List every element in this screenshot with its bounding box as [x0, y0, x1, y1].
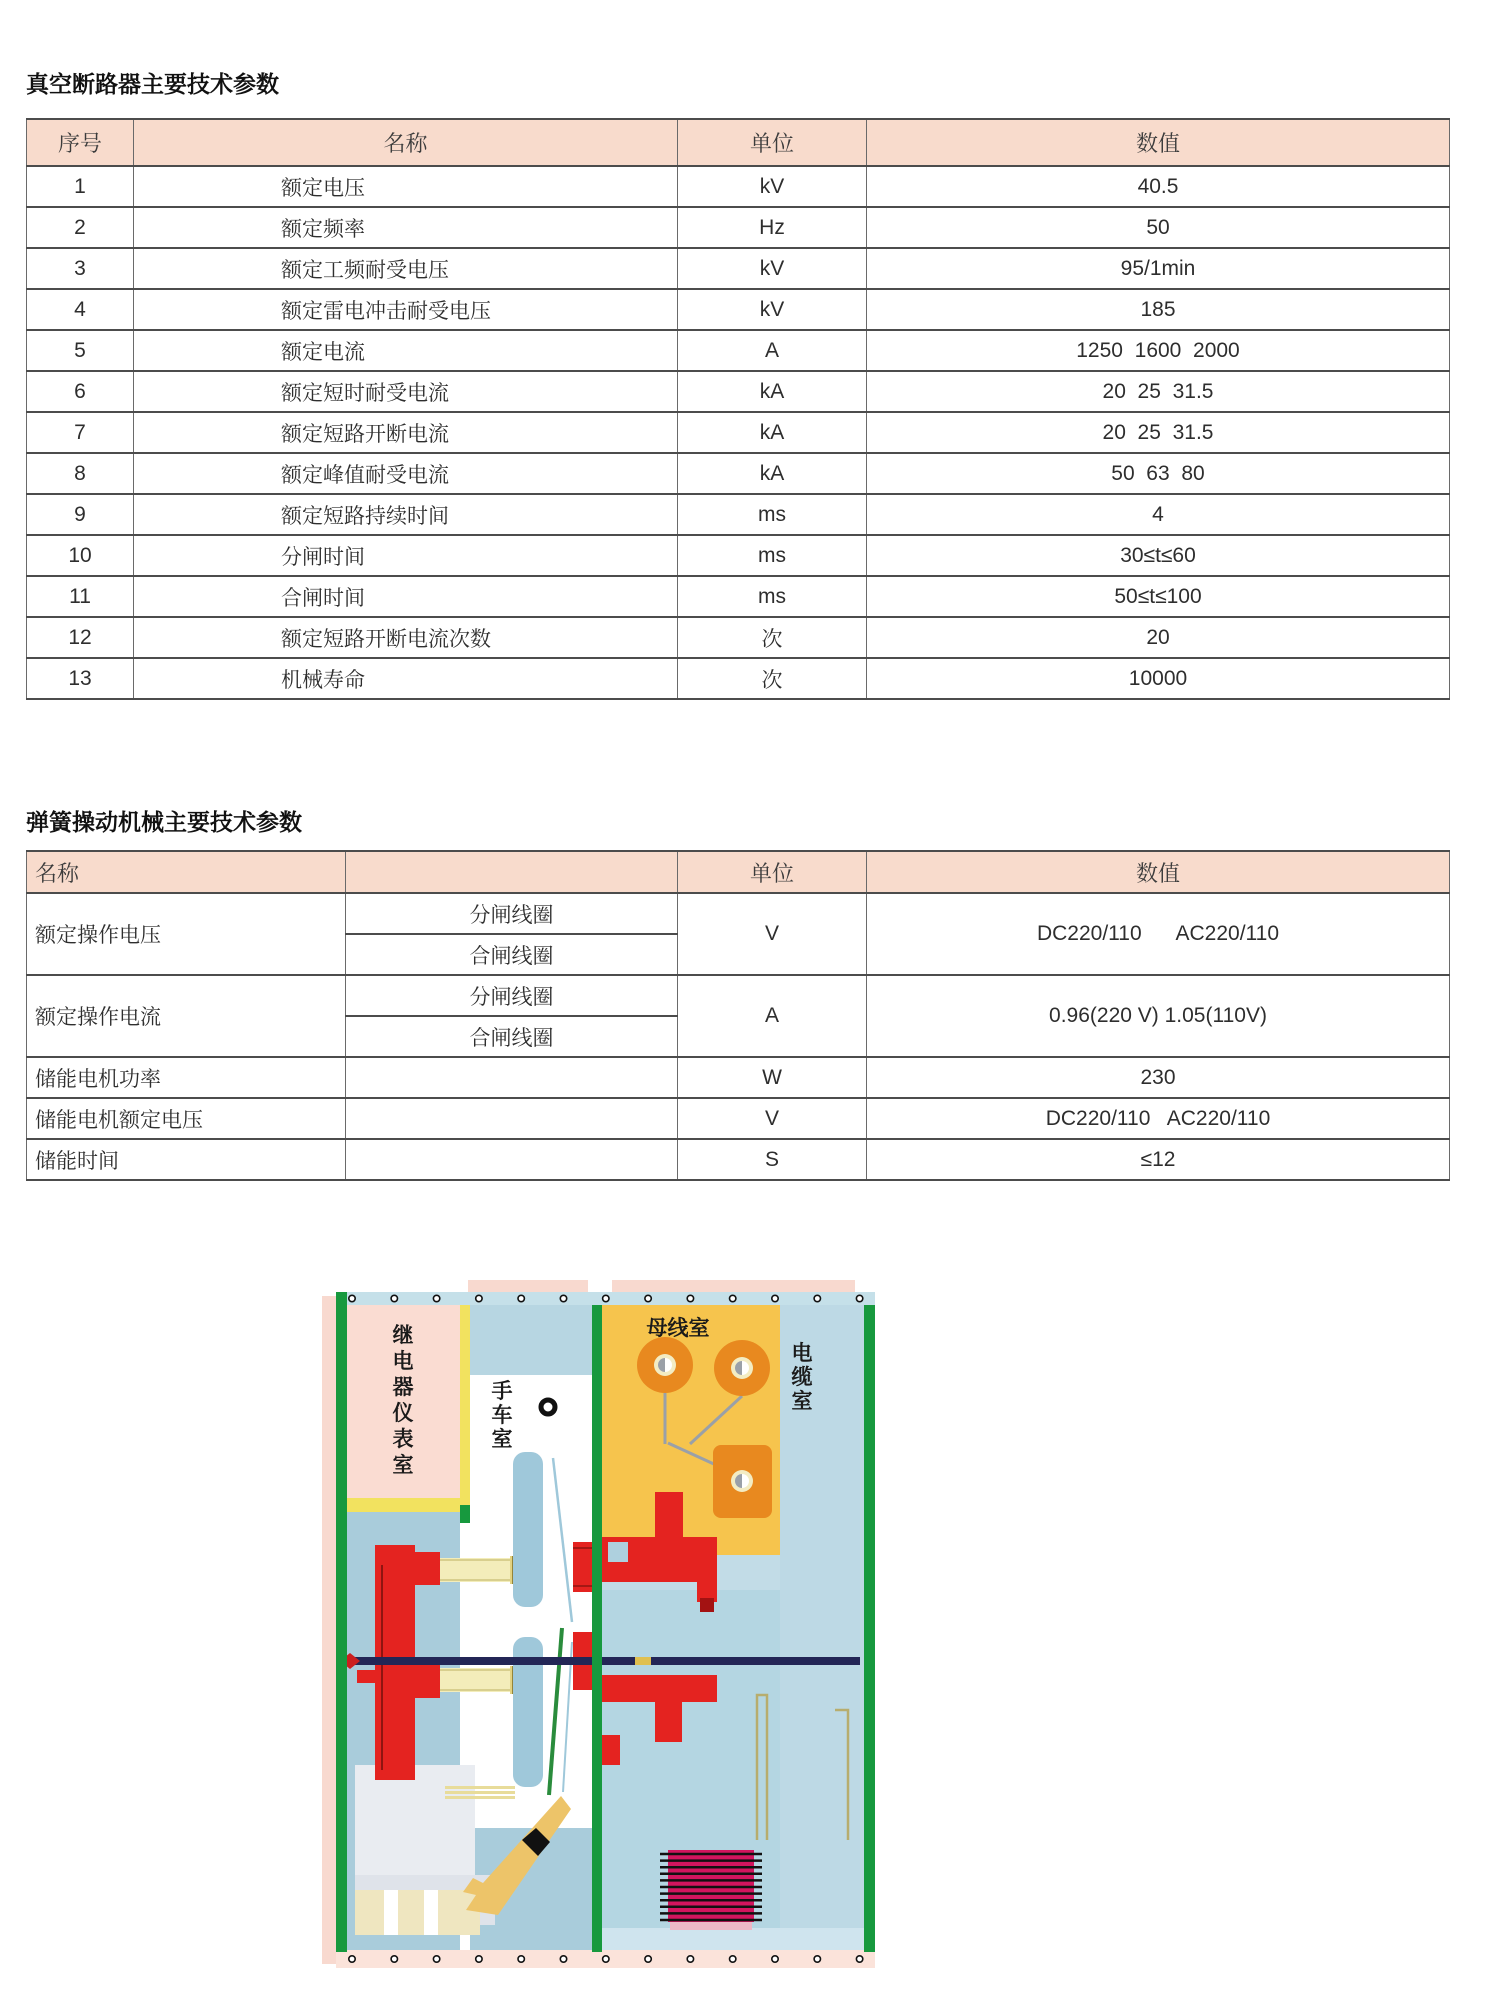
cell-unit: 次	[678, 617, 867, 658]
bolt-icon	[645, 1295, 651, 1301]
cell-unit: kV	[678, 166, 867, 207]
cell-unit: kV	[678, 248, 867, 289]
table-row	[27, 248, 1450, 289]
cell-index: 13	[27, 658, 134, 699]
cell-name: 机械寿命	[134, 658, 678, 699]
cell-name: 额定雷电冲击耐受电压	[134, 289, 678, 330]
table-row	[27, 617, 1450, 658]
cell-value: 20 25 31.5	[867, 412, 1450, 453]
cell-index: 1	[27, 166, 134, 207]
cell-name: 额定短路开断电流次数	[134, 617, 678, 658]
bolt-icon	[856, 1956, 862, 1962]
table2-header-unit: 单位	[678, 851, 867, 893]
cell-unit: kA	[678, 412, 867, 453]
cell-name: 储能时间	[27, 1139, 346, 1180]
cell-unit: S	[678, 1139, 867, 1180]
cell-unit: ms	[678, 576, 867, 617]
cell-value: 185	[867, 289, 1450, 330]
cell-name: 额定频率	[134, 207, 678, 248]
cell-name: 额定电流	[134, 330, 678, 371]
bolt-icon	[349, 1956, 355, 1962]
cell-name: 额定电压	[134, 166, 678, 207]
busbar-room-label: 母线室	[646, 1317, 710, 1340]
cell-sub: 分闸线圈	[346, 975, 678, 1016]
cell-value: 50 63 80	[867, 453, 1450, 494]
cell-unit: Hz	[678, 207, 867, 248]
cell-sub	[346, 1098, 678, 1139]
bolt-icon	[476, 1956, 482, 1962]
table-row	[27, 658, 1450, 699]
cell-name: 分闸时间	[134, 535, 678, 576]
table2-header-value: 数值	[867, 851, 1450, 893]
cell-value: DC220/110 AC220/110	[867, 1098, 1450, 1139]
table2-header-name: 名称	[27, 851, 346, 893]
cell-value: 50	[867, 207, 1450, 248]
cell-value: 95/1min	[867, 248, 1450, 289]
interlock-hole	[541, 1400, 555, 1414]
cell-value: 30≤t≤60	[867, 535, 1450, 576]
cell-value: 40.5	[867, 166, 1450, 207]
cell-value: 50≤t≤100	[867, 576, 1450, 617]
cell-name: 额定操作电压	[27, 893, 346, 975]
cell-index: 2	[27, 207, 134, 248]
cell-sub: 合闸线圈	[346, 1016, 678, 1057]
table-row	[27, 975, 1450, 1016]
cell-sub	[346, 1139, 678, 1180]
table-row	[27, 535, 1450, 576]
cell-index: 12	[27, 617, 134, 658]
relay-room-label: 继电器仪表室	[392, 1324, 414, 1477]
breaker-parameters-table	[26, 118, 1450, 700]
bolt-icon	[349, 1295, 355, 1301]
bolt-icon	[560, 1295, 566, 1301]
cell-index: 8	[27, 453, 134, 494]
cell-name: 额定短路开断电流	[134, 412, 678, 453]
section2-title: 弹簧操动机械主要技术参数	[26, 809, 302, 835]
cell-sub: 分闸线圈	[346, 893, 678, 934]
table-row	[27, 1139, 1450, 1180]
bolt-icon	[730, 1295, 736, 1301]
cell-value: 20	[867, 617, 1450, 658]
cell-name: 额定短路持续时间	[134, 494, 678, 535]
cell-index: 9	[27, 494, 134, 535]
cell-value: ≤12	[867, 1139, 1450, 1180]
cell-value: 230	[867, 1057, 1450, 1098]
table-row	[27, 576, 1450, 617]
cell-value: 10000	[867, 658, 1450, 699]
table1-header-unit: 单位	[678, 119, 867, 166]
bolt-icon	[687, 1295, 693, 1301]
cell-value: 4	[867, 494, 1450, 535]
bolt-icon	[856, 1295, 862, 1301]
cell-unit: A	[678, 330, 867, 371]
bolt-icon	[603, 1295, 609, 1301]
bolt-icon	[772, 1956, 778, 1962]
bolt-icon	[814, 1956, 820, 1962]
closing-spring	[660, 1850, 762, 1930]
cell-name: 额定操作电流	[27, 975, 346, 1057]
cell-unit: kV	[678, 289, 867, 330]
cell-index: 5	[27, 330, 134, 371]
cell-unit: kA	[678, 371, 867, 412]
cell-unit: kA	[678, 453, 867, 494]
cell-index: 3	[27, 248, 134, 289]
table2-header-sub	[346, 851, 678, 893]
cell-value: 20 25 31.5	[867, 371, 1450, 412]
table-row	[27, 371, 1450, 412]
bolt-icon	[433, 1295, 439, 1301]
handcart-room-label: 手车室	[491, 1380, 513, 1451]
cell-value: DC220/110 AC220/110	[867, 893, 1450, 975]
table-row	[27, 494, 1450, 535]
switchgear-diagram	[270, 1280, 885, 1975]
cell-index: 6	[27, 371, 134, 412]
cell-index: 7	[27, 412, 134, 453]
bolt-icon	[814, 1295, 820, 1301]
cell-value: 0.96(220 V) 1.05(110V)	[867, 975, 1450, 1057]
cell-unit: V	[678, 893, 867, 975]
bolt-icon	[518, 1956, 524, 1962]
cell-unit: A	[678, 975, 867, 1057]
bolt-icon	[730, 1956, 736, 1962]
bolt-icon	[391, 1956, 397, 1962]
cell-unit: ms	[678, 535, 867, 576]
table1-header-name: 名称	[134, 119, 678, 166]
bolt-icon	[645, 1956, 651, 1962]
cell-index: 4	[27, 289, 134, 330]
cell-name: 额定工频耐受电压	[134, 248, 678, 289]
cell-index: 10	[27, 535, 134, 576]
table1-header-value: 数值	[867, 119, 1450, 166]
cell-index: 11	[27, 576, 134, 617]
table-row	[27, 1057, 1450, 1098]
cell-name: 额定短时耐受电流	[134, 371, 678, 412]
cell-name: 额定峰值耐受电流	[134, 453, 678, 494]
table-row	[27, 1098, 1450, 1139]
bolt-icon	[772, 1295, 778, 1301]
table-row	[27, 289, 1450, 330]
cell-unit: V	[678, 1098, 867, 1139]
bolt-icon	[560, 1956, 566, 1962]
cell-sub	[346, 1057, 678, 1098]
cell-unit: 次	[678, 658, 867, 699]
cell-unit: ms	[678, 494, 867, 535]
bolt-icon	[603, 1956, 609, 1962]
cell-sub: 合闸线圈	[346, 934, 678, 975]
spring-mechanism-table	[26, 850, 1450, 1181]
table1-header-row	[27, 119, 1450, 166]
table-row	[27, 893, 1450, 934]
cell-unit: W	[678, 1057, 867, 1098]
bolt-icon	[687, 1956, 693, 1962]
bolt-icon	[476, 1295, 482, 1301]
cell-name: 合闸时间	[134, 576, 678, 617]
table-row	[27, 166, 1450, 207]
bolt-icon	[391, 1295, 397, 1301]
table-row	[27, 330, 1450, 371]
table-row	[27, 453, 1450, 494]
table-row	[27, 412, 1450, 453]
section1-title: 真空断路器主要技术参数	[26, 71, 279, 97]
bolt-icon	[433, 1956, 439, 1962]
table2-header-row	[27, 851, 1450, 893]
table1-header-index: 序号	[27, 119, 134, 166]
table-row	[27, 207, 1450, 248]
cable-room-label: 电缆室	[791, 1342, 813, 1413]
cell-name: 储能电机额定电压	[27, 1098, 346, 1139]
bolt-icon	[518, 1295, 524, 1301]
cell-name: 储能电机功率	[27, 1057, 346, 1098]
cell-value: 1250 1600 2000	[867, 330, 1450, 371]
